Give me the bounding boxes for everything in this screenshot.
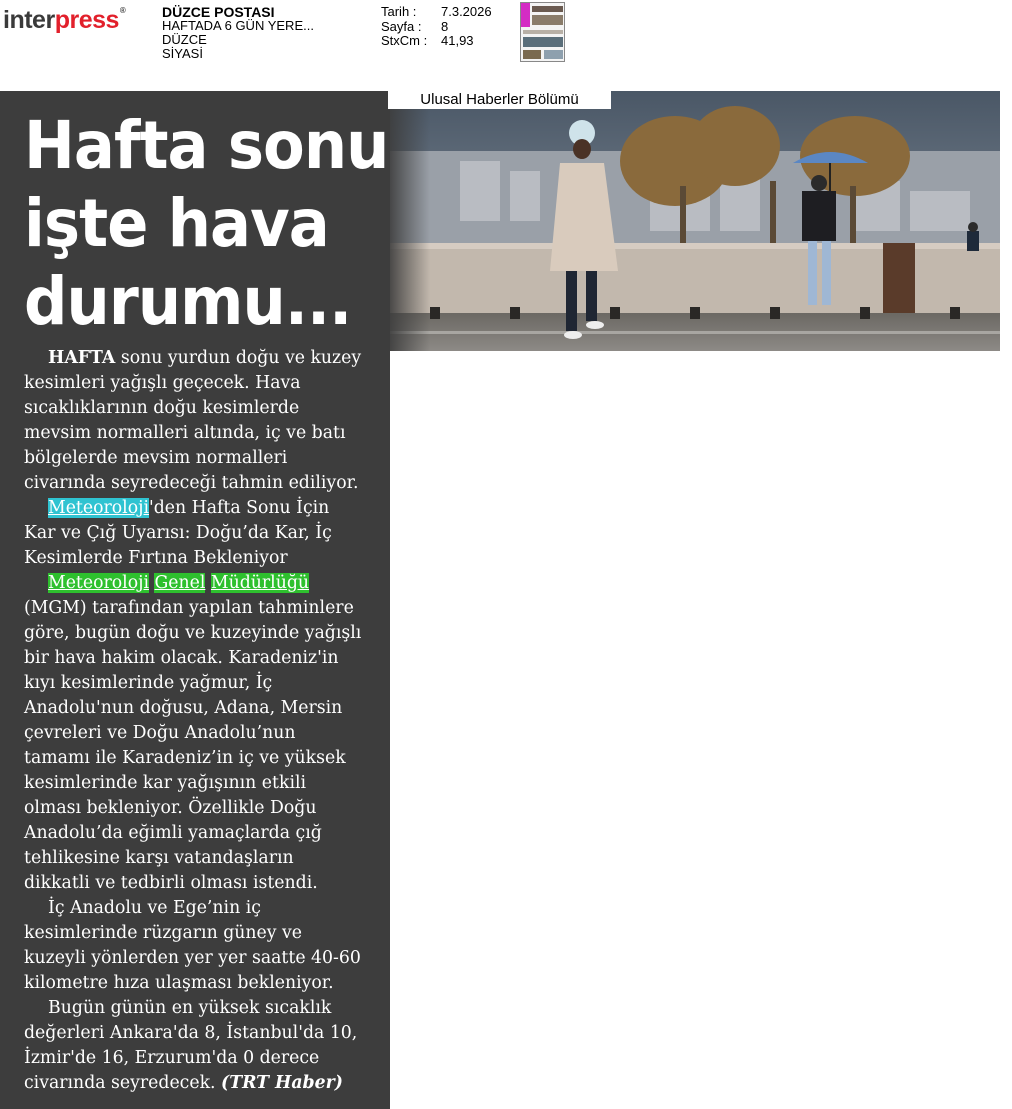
category: SİYASİ: [162, 46, 203, 61]
date-value: 7.3.2026: [441, 4, 492, 19]
page-value: 8: [441, 18, 449, 34]
headline-line-2: işte hava: [24, 185, 329, 262]
paragraph-5: [24, 996, 364, 1096]
city: DÜZCE: [162, 32, 207, 47]
paragraph-2-text: 'den Hafta Sonu İçin Kar ve Çığ Uyarısı: Doğu’da Kar, İç Kesimlerde Fırtına Bekleniyor: [24, 498, 332, 568]
headline-line-3: durumu...: [24, 263, 352, 340]
paragraph-2: [24, 496, 364, 571]
section-label: Ulusal Haberler Bölümü: [388, 91, 611, 109]
stxcm-row: [381, 34, 492, 49]
stxcm-label: StxCm :: [381, 33, 428, 48]
article-column: [0, 91, 390, 1109]
paragraph-1: [24, 346, 364, 496]
page-label: Sayfa :: [381, 18, 422, 34]
headline-line-1: Hafta sonu: [24, 107, 389, 184]
keyword-highlight: Müdürlüğü: [210, 573, 310, 593]
paragraph-4: İç Anadolu ve Ege’nin iç kesimlerinde rüzgarın güney ve kuzeyli yönlerden yer yer saatte 40-60 kilometre hıza ulaşması bekleniyor.: [24, 898, 361, 993]
clipping-meta: [381, 5, 492, 49]
logo-registered-mark: ®: [119, 6, 126, 15]
page-row: [381, 20, 492, 35]
paragraph-3-text: (MGM) tarafından yapılan tahminlere göre, bugün doğu ve kuzeyinde yağışlı bir hava hakim olacak. Karadeniz'in kıyı kesimlerinde yağmur, İç Anadolu'nun doğusu, Adana, Mersin çevreleri ve Doğu Anadolu’nun tamamı ile Karadeniz’in iç ve yüksek kesimlerinde kar yağışının etkili olması bekleniyor. Özellikle Doğu Anadolu’da eğimli yamaçlarda çığ tehlikesine karşı vatandaşların dikkatli ve tedbirli olması istendi.: [24, 598, 362, 893]
interpress-logo: [3, 6, 125, 40]
news-photo: [390, 91, 1000, 351]
logo-text-inter: inter: [3, 6, 55, 34]
publication-info: [162, 5, 314, 61]
keyword-highlight: Meteoroloji: [48, 573, 149, 593]
page-thumbnail-icon[interactable]: [520, 2, 565, 62]
headline-snippet: HAFTADA 6 GÜN YERE...: [162, 18, 314, 33]
date-label: Tarih :: [381, 4, 417, 19]
paragraph-1-text: sonu yurdun doğu ve kuzey kesimleri yağışlı geçecek. Hava sıcaklıklarının doğu kesimlerde mevsim normalleri altında, iç ve batı bölgelerde mevsim normalleri civarında seyredeceği tahmin ediliyor.: [24, 348, 362, 493]
keyword-highlight: Genel: [154, 573, 206, 593]
stxcm-value: 41,93: [441, 33, 474, 48]
date-row: [381, 5, 492, 20]
keyword-highlight: Meteoroloji: [48, 498, 149, 518]
paragraph-5-text: Bugün günün en yüksek sıcaklık değerleri Ankara'da 8, İstanbul'da 10, İzmir'de 16, Erzurum'da 0 derece civarında seyredecek.: [24, 998, 358, 1093]
lead-word: HAFTA: [48, 348, 116, 368]
logo-text-press: press: [54, 6, 119, 34]
publication-name: DÜZCE POSTASI: [162, 4, 275, 20]
article-body: [24, 346, 364, 1096]
article-headline: [24, 107, 389, 341]
paragraph-3: [24, 571, 364, 896]
source-credit: (TRT Haber): [221, 1073, 343, 1093]
